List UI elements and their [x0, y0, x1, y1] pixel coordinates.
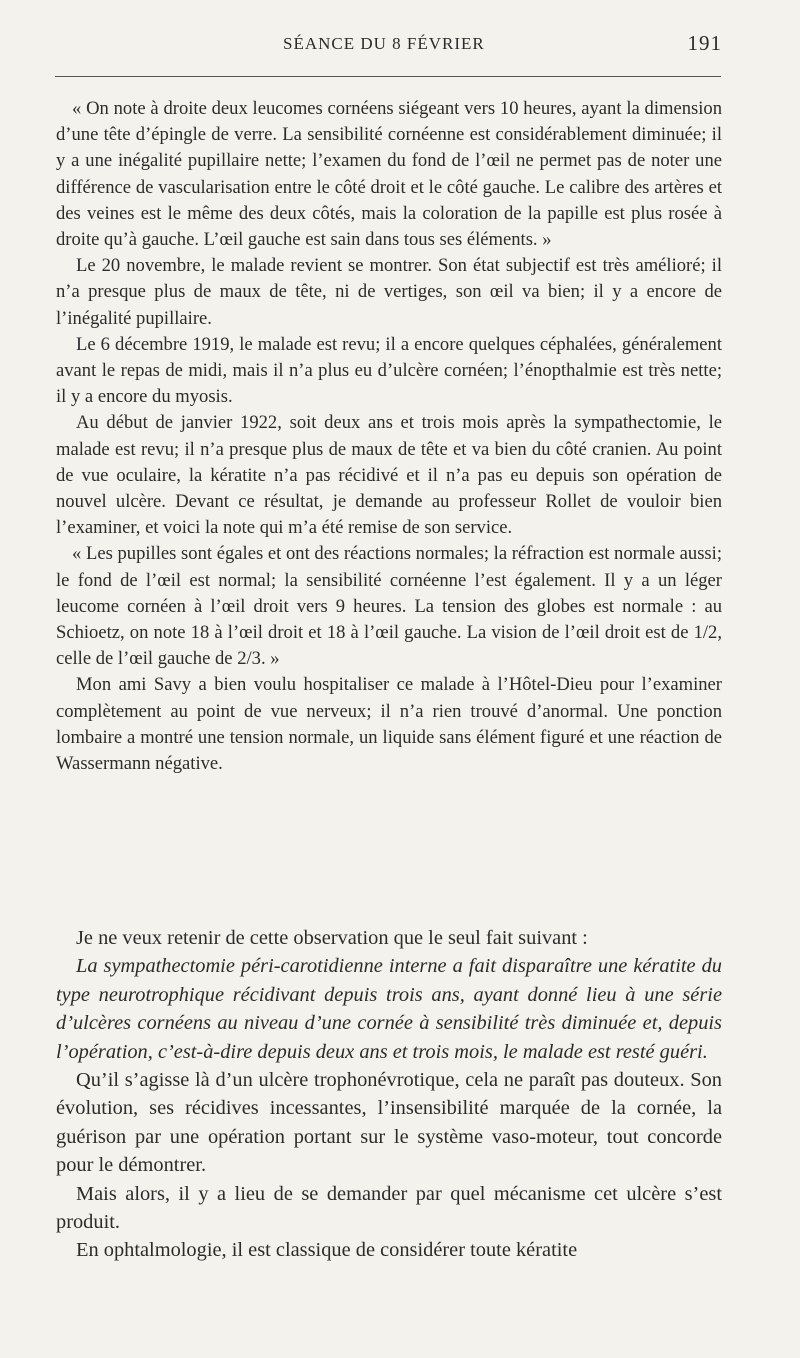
- page-number: 191: [687, 31, 722, 55]
- paragraph: Mon ami Savy a bien voulu hospitaliser ce malade à l’Hôtel-Dieu pour l’examiner complètement au point de vue nerveux; il n’a rien trouvé d’anormal. Une ponction lombaire a montré une tension normale, un liquide sans élément figuré et une réaction de Wassermann négative.: [56, 674, 722, 775]
- paragraph: Le 6 décembre 1919, le malade est revu; il a encore quelques céphalées, généralement avant le repas de midi, mais il n’a plus eu d’ulcère cornéen; l’énopthalmie est très nette; il y a encore du myosis.: [56, 333, 722, 408]
- paragraph: « Les pupilles sont égales et ont des réactions normales; la réfraction est normale aussi; le fond de l’œil est normal; la sensibilité cornéenne l’est également. Il y a un léger leucome cornéen à l’œil droit vers 9 heures. La tension des globes est normale : au Schioetz, on note 18 à l’œil droit et 18 à l’œil gauche. La vision de l’œil droit est de 1/2, celle de l’œil gauche de 2/3. »: [56, 543, 722, 670]
- paragraph: Qu’il s’agisse là d’un ulcère trophonévrotique, cela ne paraît pas douteux. Son évolution, ses récidives incessantes, l’insensibilité marquée de la cornée, la guérison par une opération portant sur le système vaso-moteur, tout concorde pour le démontrer.: [56, 1069, 722, 1177]
- paragraph: « On note à droite deux leucomes cornéens siégeant vers 10 heures, ayant la dimension d’une tête d’épingle de verre. La sensibilité cornéenne est considérablement diminuée; il y a une inégalité pupillaire nette; l’examen du fond de l’œil ne permet pas de noter une différence de vascularisation entre le côté droit et le côté gauche. Le calibre des artères et des veines est le même des deux côtés, mais la coloration de la papille est plus rosée à droite qu’à gauche. L’œil gauche est sain dans tous ses éléments. »: [56, 98, 722, 251]
- discussion: [56, 924, 722, 1265]
- paragraph: En ophtalmologie, il est classique de considérer toute kératite: [76, 1239, 578, 1262]
- thesis-paragraph: La sympathectomie péri-carotidienne interne a fait disparaître une kératite du type neurotrophique récidivant depuis trois ans, ayant donné lieu à une série d’ulcères cornéens au niveau d’une cornée à sensibilité très diminuée et, depuis l’opération, c’est-à-dire depuis deux ans et trois mois, le malade est resté guéri.: [56, 955, 722, 1063]
- paragraph: Au début de janvier 1922, soit deux ans et trois mois après la sympathectomie, le malade est revu; il n’a presque plus de maux de tête et va bien du côté cranien. Au point de vue oculaire, la kératite n’a pas récidivé et il n’a pas eu depuis son opération de nouvel ulcère. Devant ce résultat, je demande au professeur Rollet de vouloir bien l’examiner, et voici la note qui m’a été remise de son service.: [56, 412, 722, 539]
- running-title: SÉANCE DU 8 FÉVRIER: [283, 34, 485, 53]
- paragraph: Le 20 novembre, le malade revient se montrer. Son état subjectif est très amélioré; il n’a presque plus de maux de tête, ni de vertiges, son œil va bien; il y a encore de l’inégalité pupillaire.: [56, 255, 722, 329]
- header-rule: [55, 76, 721, 77]
- paragraph: Je ne veux retenir de cette observation que le seul fait suivant :: [76, 927, 588, 949]
- observation-notes: [56, 96, 722, 777]
- running-header: [0, 31, 800, 60]
- paragraph: Mais alors, il y a lieu de se demander par quel mécanisme cet ulcère s’est produit.: [56, 1182, 722, 1234]
